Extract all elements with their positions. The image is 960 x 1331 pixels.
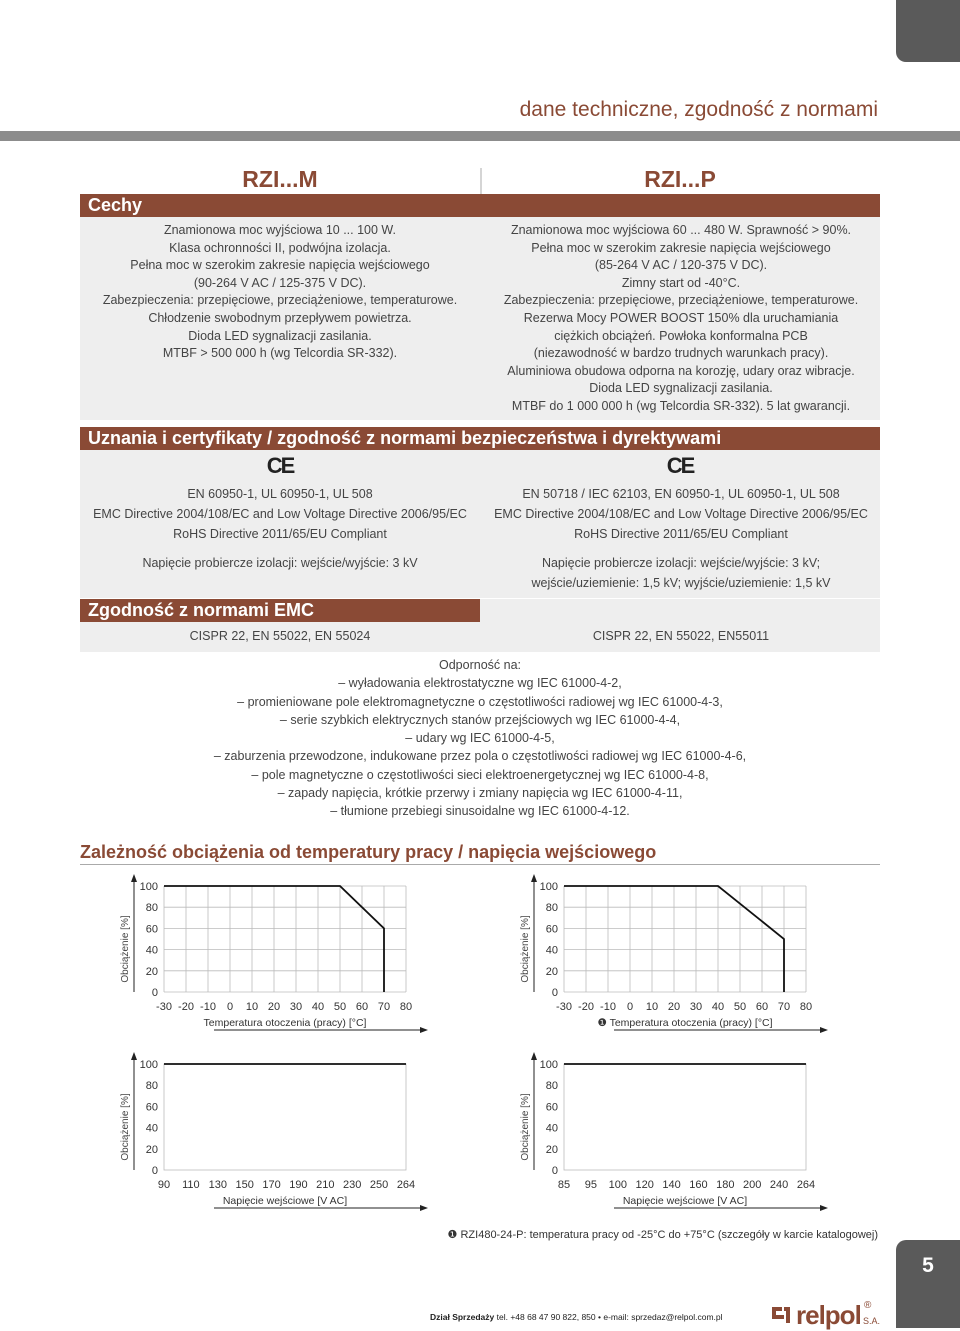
y-tick-label: 80 <box>145 902 158 915</box>
m-emc-standards: CISPR 22, EN 55022, EN 55024 <box>189 629 371 643</box>
footnote <box>448 1228 878 1241</box>
emc-bar: Zgodność z normami EMC <box>80 599 480 622</box>
x-tick-label: 50 <box>733 1001 747 1013</box>
x-tick-label: 100 <box>608 1179 627 1191</box>
y-tick-label: 40 <box>545 944 558 957</box>
footnote-marker: ❶ <box>447 1229 458 1241</box>
plot-frame <box>564 1064 806 1170</box>
header-rule <box>0 131 960 141</box>
chart-temp-p <box>520 870 850 1040</box>
immunity-line: – pole magnetyczne o częstotliwości sieci elektroenergetycznej wg IEC 61000-4-8, <box>251 767 709 782</box>
x-tick-label: 150 <box>235 1179 254 1191</box>
immunity-line: – zapady napięcia, krótkie przerwy i zmiany napięcia wg IEC 61000-4-11, <box>277 786 683 801</box>
x-tick-label: 120 <box>635 1179 654 1191</box>
test-line: Napięcie probiercze izolacji: wejście/wyjście: 3 kV; <box>541 556 821 570</box>
y-arrow-head-icon <box>131 1052 137 1060</box>
y-tick-label: 0 <box>151 1165 158 1177</box>
y-tick-label: 40 <box>145 944 158 957</box>
y-tick-label: 60 <box>145 1101 158 1114</box>
m-cert-list <box>80 484 480 544</box>
y-tick-label: 20 <box>545 965 558 978</box>
feature-line: Zabezpieczenia: przepięciowe, przeciążeniowe, temperaturowe. <box>503 293 859 308</box>
emc-bar-filler <box>480 599 880 622</box>
immunity-line: – udary wg IEC 61000-4-5, <box>405 731 555 746</box>
x-tick-label: 160 <box>689 1179 708 1191</box>
immunity-line: – serie szybkich elektrycznych stanów przejściowych wg IEC 61000-4-4, <box>279 712 681 727</box>
x-tick-label: 30 <box>289 1001 303 1013</box>
y-tick-label: 40 <box>145 1122 158 1135</box>
y-tick-label: 80 <box>545 1080 558 1093</box>
x-tick-label: -30 <box>156 1001 172 1013</box>
page-header-title: dane techniczne, zgodność z normami <box>519 98 878 121</box>
y-tick-label: 100 <box>139 1059 158 1071</box>
x-tick-label: 80 <box>799 1001 813 1013</box>
x-tick-label: 140 <box>662 1179 681 1191</box>
x-tick-label: 80 <box>399 1001 413 1013</box>
p-cert-list <box>482 484 880 544</box>
chart-voltage-m <box>120 1048 450 1218</box>
x-tick-label: 200 <box>743 1179 762 1191</box>
feature-line: Chłodzenie swobodnym przepływem powietrza. <box>148 310 412 325</box>
x-tick-label: -20 <box>178 1001 194 1013</box>
x-tick-label: 250 <box>369 1179 389 1191</box>
test-line: wejście/uziemienie: 1,5 kV; wyjście/uziemienie: 1,5 kV <box>531 576 831 590</box>
feature-line: ciężkich obciążeń. Powłoka konformalna PCB <box>554 328 808 343</box>
contact-line <box>430 1312 723 1322</box>
feature-line: MTBF do 1 000 000 h (wg Telcordia SR-332). 5 lat gwarancji. <box>511 398 851 413</box>
y-tick-label: 20 <box>145 965 158 978</box>
x-tick-label: 230 <box>343 1179 362 1191</box>
y-axis-label: Obciążenie [%] <box>520 1093 531 1161</box>
y-tick-label: 60 <box>145 923 158 936</box>
y-tick-label: 0 <box>151 987 158 999</box>
feature-line: Dioda LED sygnalizacji zasilania. <box>188 328 372 343</box>
y-tick-label: 0 <box>551 987 558 999</box>
x-arrow-head-icon <box>420 1027 428 1033</box>
x-tick-label: 85 <box>557 1179 571 1191</box>
y-axis-label: Obciążenie [%] <box>120 915 131 983</box>
x-tick-label: 60 <box>755 1001 769 1013</box>
x-tick-label: -20 <box>578 1001 594 1013</box>
m-features-list <box>80 222 480 363</box>
immunity-line: Odporność na: <box>439 658 521 672</box>
cert-line: EN 50718 / IEC 62103, EN 60950-1, UL 60950-1, UL 508 <box>522 487 840 501</box>
x-tick-label: 264 <box>796 1179 816 1191</box>
relpol-logo: relpol <box>796 1300 861 1330</box>
sales-label: Dział Sprzedaży <box>430 1312 495 1322</box>
cert-line: RoHS Directive 2011/65/EU Compliant <box>173 527 387 541</box>
feature-line: Rezerwa Mocy POWER BOOST 150% dla uruchamiania <box>523 310 839 325</box>
x-tick-label: 10 <box>245 1001 259 1013</box>
y-arrow-head-icon <box>131 874 137 882</box>
x-tick-label: 90 <box>157 1179 171 1191</box>
x-axis-label: ❶ Temperatura otoczenia (pracy) [°C] <box>597 1017 773 1029</box>
x-axis-label: Napięcie wejściowe [V AC] <box>222 1195 348 1207</box>
x-tick-label: 10 <box>645 1001 659 1013</box>
x-tick-label: 170 <box>262 1179 281 1191</box>
x-tick-label: 20 <box>267 1001 281 1013</box>
x-tick-label: 70 <box>777 1001 791 1013</box>
immunity-line: – zaburzenia przewodzone, indukowane przez pola o częstotliwości radiowej wg IEC 61000-4-6, <box>213 749 747 764</box>
y-tick-label: 0 <box>551 1165 558 1177</box>
derating-title: Zależność obciążenia od temperatury pracy / napięcia wejściowego <box>80 842 657 862</box>
derating-rule <box>80 864 880 865</box>
y-tick-label: 20 <box>145 1143 158 1156</box>
p-insulation-test <box>482 553 880 593</box>
chart-voltage-p <box>520 1048 850 1218</box>
x-tick-label: -10 <box>600 1001 616 1013</box>
x-tick-label: 40 <box>311 1001 325 1013</box>
x-tick-label: 50 <box>333 1001 347 1013</box>
feature-line: Znamionowa moc wyjściowa 10 ... 100 W. <box>163 223 397 237</box>
plot-frame <box>164 1064 406 1170</box>
cert-line: EMC Directive 2004/108/EC and Low Voltage Directive 2006/95/EC <box>494 507 868 521</box>
feature-line: Aluminiowa obudowa odporna na korozję, udary oraz wibracje. <box>507 363 855 378</box>
y-arrow-head-icon <box>531 1052 537 1060</box>
feature-line: Klasa ochronności II, podwójna izolacja. <box>169 240 391 255</box>
corner-tab <box>896 0 960 62</box>
relpol-logo-sa: S.A. <box>863 1316 881 1326</box>
ce-mark-p: CE <box>666 453 694 478</box>
y-tick-label: 40 <box>545 1122 558 1135</box>
feature-line: (85-264 V AC / 120-375 V DC). <box>594 258 768 273</box>
immunity-line: – wyładowania elektrostatyczne wg IEC 61000-4-2, <box>338 676 622 691</box>
x-tick-label: 30 <box>689 1001 703 1013</box>
y-tick-label: 20 <box>545 1143 558 1156</box>
cert-line: EN 60950-1, UL 60950-1, UL 508 <box>187 487 373 501</box>
certs-bar: Uznania i certyfikaty / zgodność z normami bezpieczeństwa i dyrektywami <box>80 427 880 450</box>
x-tick-label: 110 <box>182 1179 200 1191</box>
y-tick-label: 80 <box>545 902 558 915</box>
p-series-title: RZI...P <box>644 166 716 192</box>
y-tick-label: 100 <box>139 881 158 893</box>
x-tick-label: 130 <box>208 1179 227 1191</box>
x-tick-label: 70 <box>377 1001 391 1013</box>
ce-mark-m: CE <box>266 453 294 478</box>
x-axis-label: Napięcie wejściowe [V AC] <box>622 1195 748 1207</box>
feature-line: Dioda LED sygnalizacji zasilania. <box>589 381 773 396</box>
y-tick-label: 60 <box>545 1101 558 1114</box>
x-tick-label: 190 <box>289 1179 308 1191</box>
y-axis-label: Obciążenie [%] <box>120 1093 131 1161</box>
p-emc-standards: CISPR 22, EN 55022, EN55011 <box>592 629 770 643</box>
immunity-line: – promieniowane pole elektromagnetyczne o częstotliwości radiowej wg IEC 61000-4-3, <box>237 694 723 709</box>
feature-line: Pełna moc w szerokim zakresie napięcia wejściowego <box>130 258 430 273</box>
page-number: 5 <box>896 1240 960 1328</box>
x-arrow-head-icon <box>820 1027 828 1033</box>
y-tick-label: 100 <box>539 1059 558 1071</box>
m-series-title: RZI...M <box>242 166 318 192</box>
footnote-text: RZI480-24-P: temperatura pracy od -25°C do +75°C (szczegóły w karcie katalogowej) <box>460 1229 878 1241</box>
y-tick-label: 60 <box>545 923 558 936</box>
feature-line: Pełna moc w szerokim zakresie napięcia wejściowego <box>531 240 831 255</box>
x-tick-label: 264 <box>396 1179 416 1191</box>
x-tick-label: 0 <box>626 1001 634 1013</box>
m-insulation-test <box>80 553 480 573</box>
cert-line: RoHS Directive 2011/65/EU Compliant <box>574 527 788 541</box>
x-arrow-head-icon <box>820 1205 828 1211</box>
cert-line: EMC Directive 2004/108/EC and Low Voltage Directive 2006/95/EC <box>93 507 467 521</box>
x-tick-label: 20 <box>667 1001 681 1013</box>
x-tick-label: 0 <box>226 1001 234 1013</box>
x-tick-label: 240 <box>769 1179 789 1191</box>
x-arrow-head-icon <box>420 1205 428 1211</box>
immunity-line: – tłumione przebiegi sinusoidalne wg IEC 61000-4-12. <box>330 804 630 819</box>
feature-line: (90-264 V AC / 125-375 V DC). <box>193 275 367 290</box>
features-bar: Cechy <box>80 194 880 217</box>
contact-info: tel. +48 68 47 90 822, 850 • e-mail: sprzedaz@relpol.com.pl <box>496 1312 723 1322</box>
x-axis-label: Temperatura otoczenia (pracy) [°C] <box>203 1017 367 1029</box>
y-axis-label: Obciążenie [%] <box>520 915 531 983</box>
x-tick-label: 95 <box>584 1179 598 1191</box>
x-tick-label: 40 <box>711 1001 725 1013</box>
immunity-list <box>0 656 960 821</box>
x-tick-label: 180 <box>716 1179 735 1191</box>
feature-line: MTBF > 500 000 h (wg Telcordia SR-332). <box>162 346 398 361</box>
feature-line: Zabezpieczenia: przepięciowe, przeciążeniowe, temperaturowe. <box>102 293 458 308</box>
y-arrow-head-icon <box>531 874 537 882</box>
x-tick-label: -10 <box>200 1001 216 1013</box>
relpol-logo-mark-icon <box>770 1303 792 1325</box>
x-tick-label: 60 <box>355 1001 369 1013</box>
p-features-list <box>482 222 880 416</box>
y-tick-label: 100 <box>539 881 558 893</box>
y-tick-label: 80 <box>145 1080 158 1093</box>
feature-line: (niezawodność w bardzo trudnych warunkach pracy). <box>533 346 829 361</box>
feature-line: Znamionowa moc wyjściowa 60 ... 480 W. Sprawność > 90%. <box>510 223 852 237</box>
x-tick-label: -30 <box>556 1001 572 1013</box>
test-line: Napięcie probiercze izolacji: wejście/wyjście: 3 kV <box>142 556 418 570</box>
x-tick-label: 210 <box>316 1179 335 1191</box>
relpol-logo-reg: ® <box>864 1300 872 1311</box>
chart-temp-m <box>120 870 450 1040</box>
feature-line: Zimny start od -40°C. <box>621 275 741 290</box>
